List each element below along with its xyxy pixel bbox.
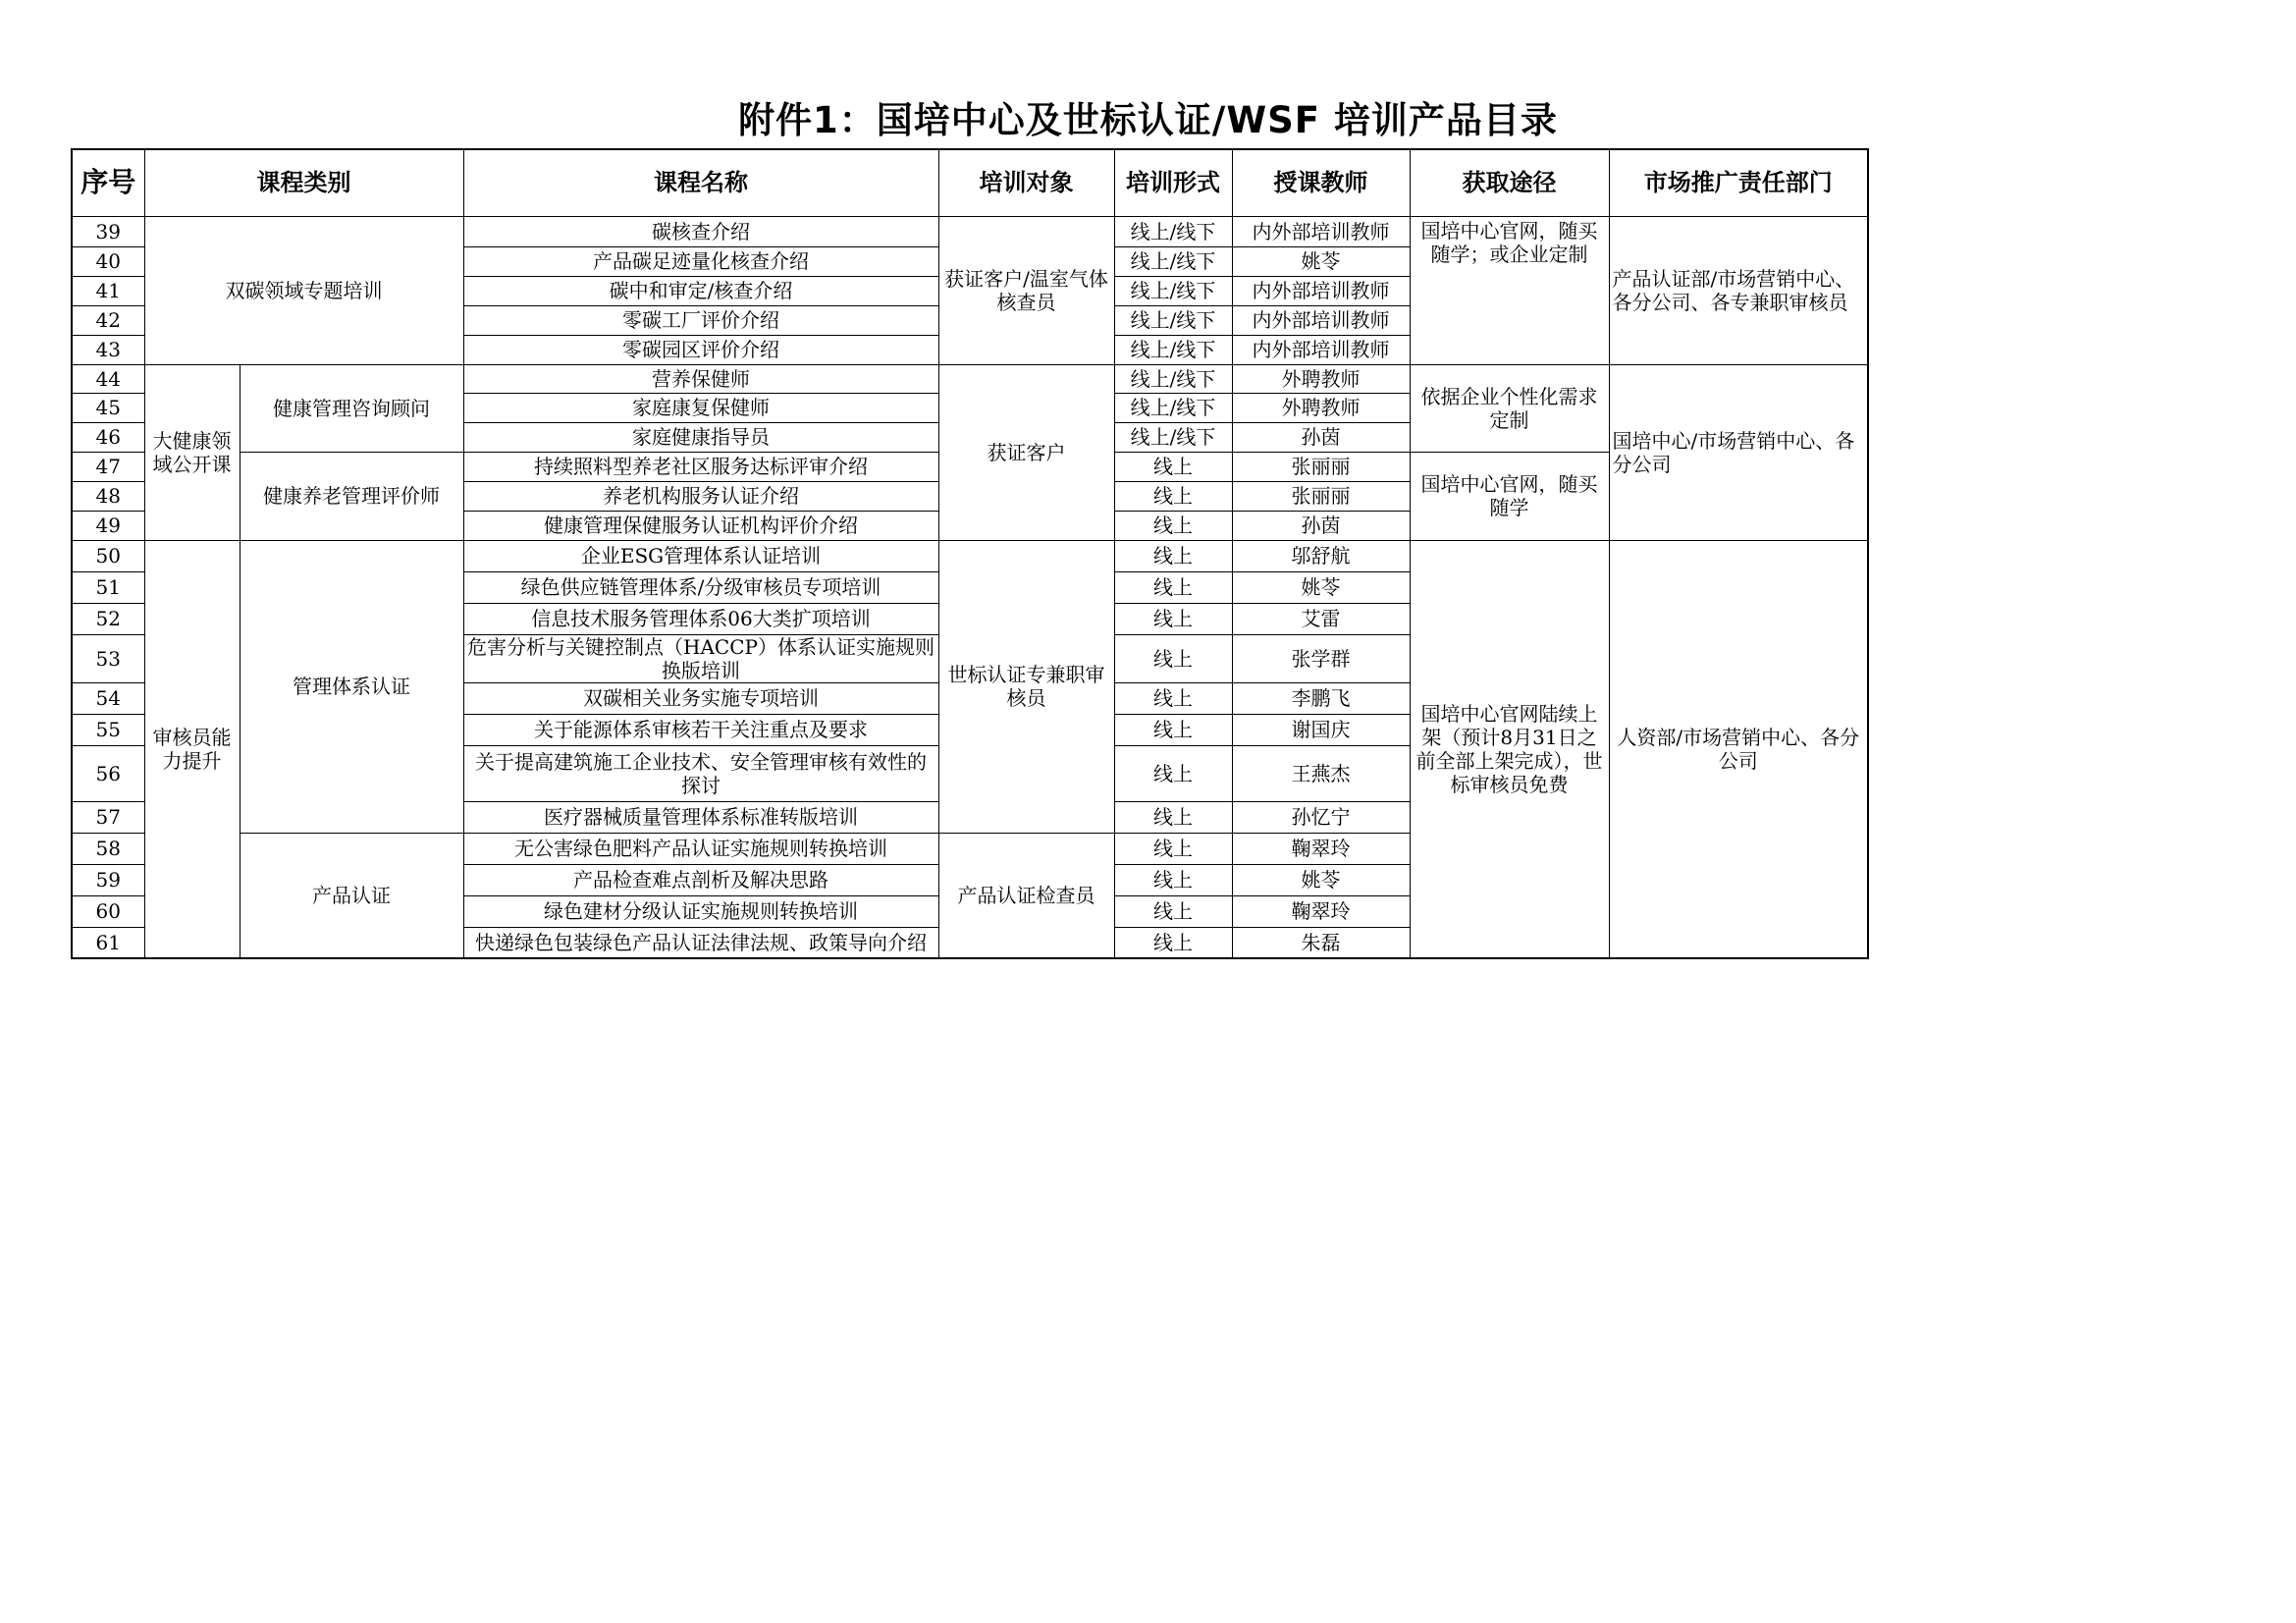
header-dept: 市场推广责任部门 [1609,149,1868,216]
row-no: 47 [72,452,144,481]
target-g3-auditor: 世标认证专兼职审核员 [938,540,1114,833]
course-name: 医疗器械质量管理体系标准转版培训 [463,801,938,833]
teacher: 鞠翠玲 [1232,833,1410,864]
subcategory-elderly-care: 健康养老管理评价师 [240,452,463,540]
training-mode: 线上/线下 [1114,393,1232,422]
header-channel: 获取途径 [1410,149,1609,216]
course-name: 快递绿色包装绿色产品认证法律法规、政策导向介绍 [463,927,938,958]
training-mode: 线上 [1114,634,1232,682]
channel-g2-custom: 依据企业个性化需求定制 [1410,364,1609,452]
dept-g2: 国培中心/市场营销中心、各分公司 [1609,364,1868,540]
teacher: 张丽丽 [1232,481,1410,511]
training-mode: 线上 [1114,895,1232,927]
course-name: 信息技术服务管理体系06大类扩项培训 [463,603,938,634]
header-mode: 培训形式 [1114,149,1232,216]
row-no: 40 [72,246,144,276]
target-g3-inspector: 产品认证检查员 [938,833,1114,958]
teacher: 外聘教师 [1232,364,1410,393]
training-mode: 线上 [1114,452,1232,481]
course-name: 健康管理保健服务认证机构评价介绍 [463,511,938,540]
category-health: 大健康领域公开课 [144,364,240,540]
row-no: 49 [72,511,144,540]
row-no: 46 [72,422,144,452]
course-name: 养老机构服务认证介绍 [463,481,938,511]
training-mode: 线上 [1114,682,1232,714]
teacher: 内外部培训教师 [1232,276,1410,305]
teacher: 王燕杰 [1232,745,1410,801]
row-no: 44 [72,364,144,393]
course-name: 家庭健康指导员 [463,422,938,452]
teacher: 孙忆宁 [1232,801,1410,833]
training-mode: 线上 [1114,864,1232,895]
teacher: 鞠翠玲 [1232,895,1410,927]
row-no: 61 [72,927,144,958]
course-name: 无公害绿色肥料产品认证实施规则转换培训 [463,833,938,864]
training-mode: 线上/线下 [1114,276,1232,305]
row-no: 53 [72,634,144,682]
training-catalog-table [71,148,1869,959]
row-no: 60 [72,895,144,927]
training-mode: 线上 [1114,801,1232,833]
row-no: 48 [72,481,144,511]
training-mode: 线上/线下 [1114,246,1232,276]
row-no: 41 [72,276,144,305]
channel-g3: 国培中心官网陆续上架（预计8月31日之前全部上架完成），世标审核员免费 [1410,540,1609,958]
row-no: 55 [72,714,144,745]
course-name: 碳中和审定/核查介绍 [463,276,938,305]
course-name: 碳核查介绍 [463,216,938,246]
course-name: 绿色建材分级认证实施规则转换培训 [463,895,938,927]
teacher: 邬舒航 [1232,540,1410,571]
course-name: 企业ESG管理体系认证培训 [463,540,938,571]
row-no: 52 [72,603,144,634]
header-no: 序号 [72,149,144,216]
teacher: 内外部培训教师 [1232,216,1410,246]
row-no: 43 [72,335,144,364]
row-no: 59 [72,864,144,895]
teacher: 姚苓 [1232,864,1410,895]
dept-g1: 产品认证部/市场营销中心、各分公司、各专兼职审核员 [1609,216,1868,364]
row-no: 57 [72,801,144,833]
training-mode: 线上 [1114,833,1232,864]
training-mode: 线上/线下 [1114,422,1232,452]
table-row [72,216,1868,246]
course-name: 零碳园区评价介绍 [463,335,938,364]
header-row [72,149,1868,216]
row-no: 39 [72,216,144,246]
teacher: 孙茵 [1232,511,1410,540]
row-no: 56 [72,745,144,801]
subcategory-health-consultant: 健康管理咨询顾问 [240,364,463,452]
category-carbon: 双碳领域专题培训 [144,216,463,364]
teacher: 张丽丽 [1232,452,1410,481]
header-target: 培训对象 [938,149,1114,216]
course-name: 持续照料型养老社区服务达标评审介绍 [463,452,938,481]
target-g1: 获证客户/温室气体核查员 [938,216,1114,364]
training-mode: 线上 [1114,540,1232,571]
teacher: 李鹏飞 [1232,682,1410,714]
row-no: 50 [72,540,144,571]
teacher: 朱磊 [1232,927,1410,958]
row-no: 58 [72,833,144,864]
target-g2: 获证客户 [938,364,1114,540]
training-mode: 线上 [1114,603,1232,634]
training-mode: 线上 [1114,511,1232,540]
training-mode: 线上 [1114,481,1232,511]
header-course: 课程名称 [463,149,938,216]
course-name: 产品检查难点剖析及解决思路 [463,864,938,895]
row-no: 54 [72,682,144,714]
training-mode: 线上/线下 [1114,335,1232,364]
teacher: 外聘教师 [1232,393,1410,422]
teacher: 张学群 [1232,634,1410,682]
course-name: 绿色供应链管理体系/分级审核员专项培训 [463,571,938,603]
teacher: 孙茵 [1232,422,1410,452]
subcategory-product-certification: 产品认证 [240,833,463,958]
row-no: 45 [72,393,144,422]
teacher: 艾雷 [1232,603,1410,634]
training-mode: 线上 [1114,714,1232,745]
training-mode: 线上 [1114,927,1232,958]
table-row [72,540,1868,571]
category-auditor: 审核员能力提升 [144,540,240,958]
teacher: 姚苓 [1232,246,1410,276]
course-name: 危害分析与关键控制点（HACCP）体系认证实施规则换版培训 [463,634,938,682]
header-category: 课程类别 [144,149,463,216]
table-row [72,364,1868,393]
dept-g3: 人资部/市场营销中心、各分公司 [1609,540,1868,958]
course-name: 产品碳足迹量化核查介绍 [463,246,938,276]
teacher: 姚苓 [1232,571,1410,603]
training-mode: 线上/线下 [1114,305,1232,335]
course-name: 零碳工厂评价介绍 [463,305,938,335]
row-no: 42 [72,305,144,335]
teacher: 内外部培训教师 [1232,335,1410,364]
course-name: 关于能源体系审核若干关注重点及要求 [463,714,938,745]
subcategory-management-system: 管理体系认证 [240,540,463,833]
teacher: 内外部培训教师 [1232,305,1410,335]
training-mode: 线上 [1114,745,1232,801]
course-name: 双碳相关业务实施专项培训 [463,682,938,714]
course-name: 家庭康复保健师 [463,393,938,422]
header-teacher: 授课教师 [1232,149,1410,216]
teacher: 谢国庆 [1232,714,1410,745]
course-name: 营养保健师 [463,364,938,393]
course-name: 关于提高建筑施工企业技术、安全管理审核有效性的探讨 [463,745,938,801]
training-mode: 线上 [1114,571,1232,603]
channel-g1: 国培中心官网，随买随学；或企业定制 [1410,216,1609,364]
training-mode: 线上/线下 [1114,216,1232,246]
row-no: 51 [72,571,144,603]
channel-g2-online: 国培中心官网，随买随学 [1410,452,1609,540]
training-mode: 线上/线下 [1114,364,1232,393]
page-title: 附件1：国培中心及世标认证/WSF 培训产品目录 [738,99,1558,141]
